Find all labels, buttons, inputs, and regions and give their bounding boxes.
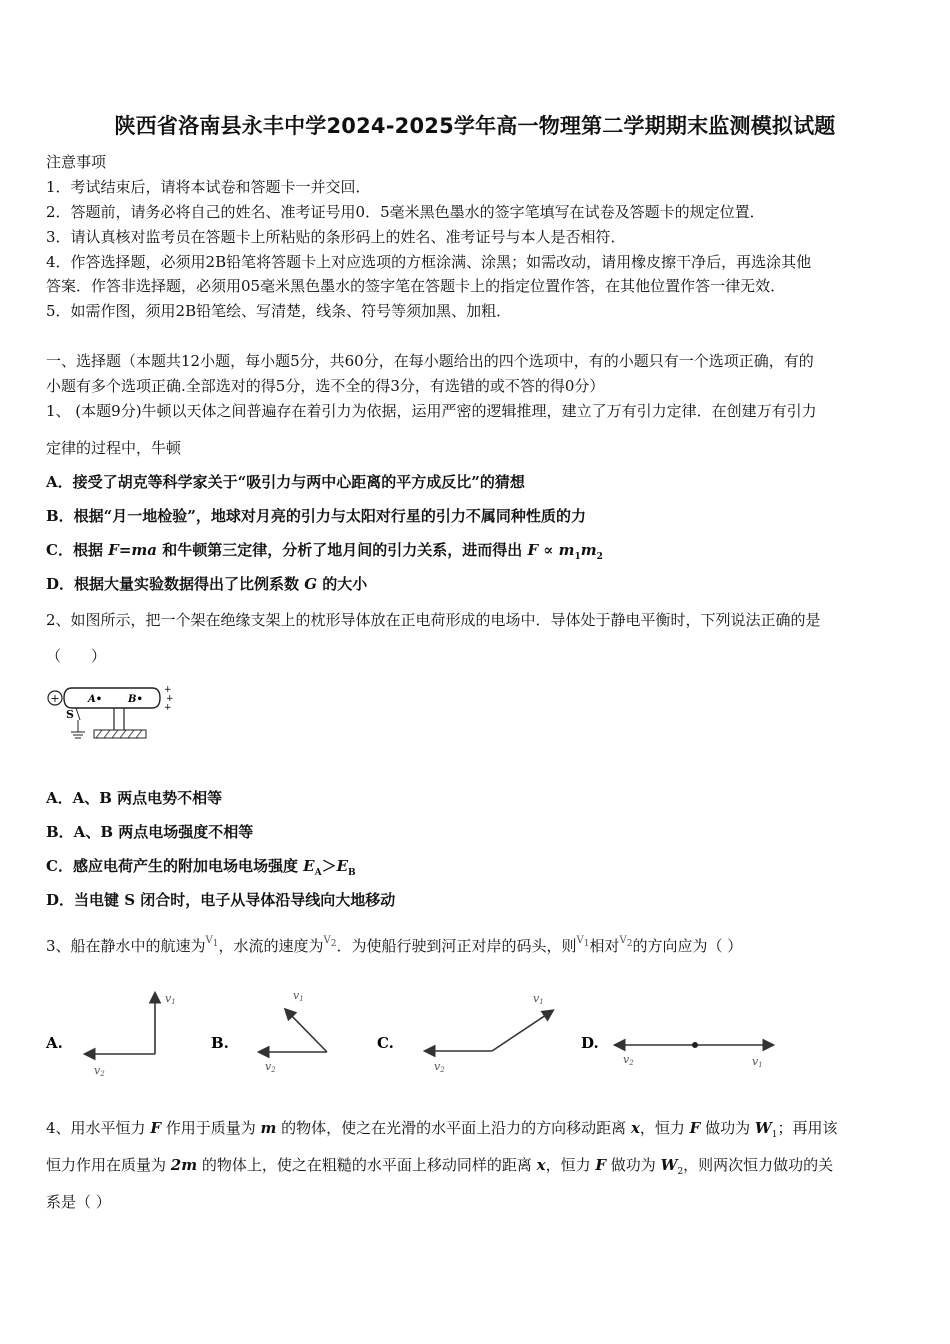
q2-option-d: D．当电键 S 闭合时，电子从导体沿导线向大地移动 [46,891,396,909]
question-1-stem-cont: 定律的过程中，牛顿 [46,439,182,457]
q1-option-c: C．根据 F=ma 和牛顿第三定律，分析了地月间的引力关系，进而得出 $F \propto m_1m_2$ [46,541,603,562]
notice-item: 5．如需作图，须用2B铅笔绘、写清楚，线条、符号等须加黑、加粗． [46,302,512,320]
q2-option-a: A．A、B 两点电势不相等 [46,789,223,807]
q1-option-d: D．根据大量实验数据得出了比例系数 G 的大小 [46,575,368,593]
switch-lever [76,708,80,720]
q2-option-b: B．A、B 两点电场强度不相等 [46,823,254,841]
q3-options-figure [0,980,950,1090]
q3-b-v2-label: v2 [265,1060,276,1074]
conductor-body [64,688,160,708]
question-4-stem: 4、用水平恒力 F 作用于质量为 m 的物体，使之在光滑的水平面上沿力的方向移动距离 x，恒力 F 做功为 $W_1$；再用该 [46,1119,838,1140]
q3-d-v1-label: v1 [752,1055,763,1069]
q3-d-v2-label: v2 [623,1053,634,1067]
pillow-conductor-figure [44,682,184,752]
question-1-stem: 1、 (本题9分)牛顿以天体之间普遍存在着引力为依据，运用严密的逻辑推理，建立了万有引力定律．在创建万有引力 [46,402,817,420]
q3-option-c-letter: C. [377,1034,394,1052]
question-2-stem: 2、如图所示，把一个架在绝缘支架上的枕形导体放在正电荷形成的电场中．导体处于静电平衡时，下列说法正确的是 [46,611,821,629]
induced-plus-1: + [164,685,172,695]
question-2-stem-cont: （ ） [46,647,107,665]
notice-item: 1．考试结束后，请将本试卷和答题卡一并交回． [46,178,371,196]
point-b-label: B• [128,694,143,705]
q3-a-v2-label: v2 [94,1064,105,1078]
induced-plus-2: + [166,694,174,704]
q3-c-v2-label: v2 [434,1060,445,1074]
question-3-stem: 3、船在静水中的航速为$^{V_1}$，水流的速度为$^{V_2}$．为使船行驶到河正对岸的码头，则$^{V_1}$相对$^{V_2}$的方向应为（ ） [46,935,743,955]
q3-c-v1-arrow [492,1011,552,1051]
q3-option-d-letter: D. [581,1034,599,1052]
notice-item: 3．请认真核对监考员在答题卡上所粘贴的条形码上的姓名、准考证号与本人是否相符． [46,228,626,246]
notice-item: 4．作答选择题，必须用2B铅笔将答题卡上对应选项的方框涂满、涂黑；如需改动，请用橡皮擦干净后，再选涂其他 [46,253,812,271]
support-base [94,730,146,738]
q2-option-c: C．感应电荷产生的附加电场电场强度 $E_A>E_B$ [46,857,356,878]
q3-b-v1-label: v1 [293,989,304,1003]
switch-label: S [66,708,74,721]
question-4-stem-cont: 恒力作用在质量为 2m 的物体上，使之在粗糙的水平面上移动同样的距离 x，恒力 F 做功为 $W_2$，则两次恒力做功的关 [46,1156,834,1177]
point-a-label: A• [88,694,103,705]
positive-charge-sign: + [50,692,60,705]
question-4-stem-end: 系是（ ） [46,1193,111,1211]
q3-b-v1-arrow [286,1010,327,1052]
notice-item: 2．答题前，请务必将自己的姓名、准考证号用0．5毫米黑色墨水的签字笔填写在试卷及答题卡的规定位置． [46,203,765,221]
q3-option-a-letter: A. [46,1034,63,1052]
q3-option-b-letter: B. [211,1034,229,1052]
section-heading-cont: 小题有多个选项正确.全部选对的得5分，选不全的得3分，有选错的或不答的得0分） [46,377,605,395]
induced-plus-3: + [164,703,172,713]
section-heading: 一、选择题（本题共12小题，每小题5分，共60分，在每小题给出的四个选项中，有的小题只有一个选项正确，有的 [46,352,814,370]
q1-option-b: B．根据“月一地检验”，地球对月亮的引力与太阳对行星的引力不属同种性质的力 [46,507,586,525]
notice-heading: 注意事项 [46,153,107,171]
q1-option-a: A．接受了胡克等科学家关于“吸引力与两中心距离的平方成反比”的猜想 [46,473,525,491]
q3-d-origin-dot [692,1042,698,1048]
q3-c-v1-label: v1 [533,992,544,1006]
page-title: 陕西省洛南县永丰中学2024-2025学年高一物理第二学期期末监测模拟试题 [114,114,836,138]
notice-item: 答案．作答非选择题，必须用05毫米黑色墨水的签字笔在答题卡上的指定位置作答，在其他位置作答一律无效． [46,277,786,295]
q3-a-v1-label: v1 [165,992,176,1006]
